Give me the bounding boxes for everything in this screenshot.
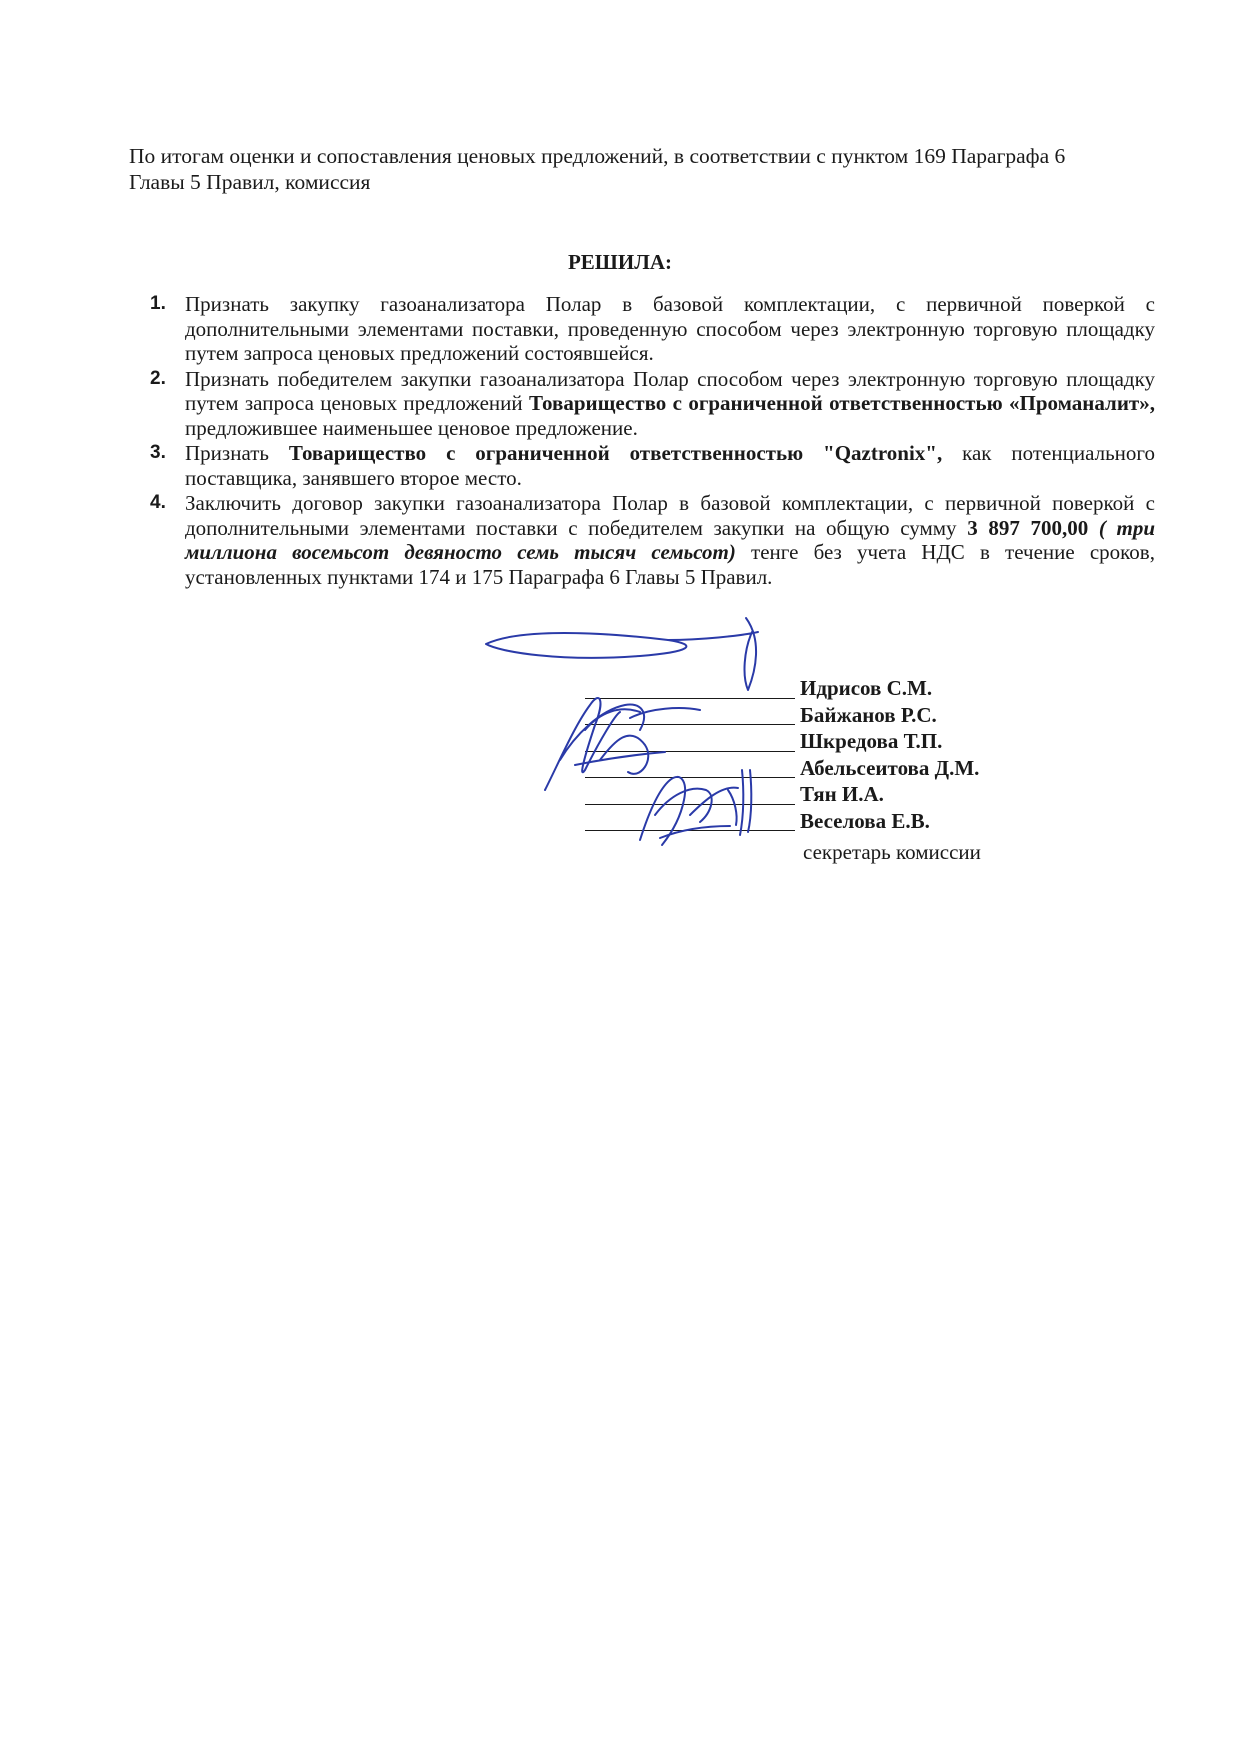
decision-text: как потенциального поставщика, занявшего второе место.: [185, 441, 1155, 490]
decisions-list: [150, 292, 1155, 590]
decision-item: [150, 491, 1155, 589]
decision-text: Признать закупку газоанализатора Полар в базовой комплектации, с первичной поверкой с дополнительными элементами поставки, проведенную способом через электронную торговую площадку путем запроса ценовых предложений состоявшейся.: [185, 292, 1155, 365]
signer-name: Идрисов С.М.: [800, 676, 933, 700]
secretary-note: секретарь комиссии: [803, 840, 981, 864]
contract-amount-words: ( три миллиона восемьсот девяносто семь тысяч семьсот): [185, 515, 1155, 564]
signature-line: [585, 830, 795, 831]
signers-block: [585, 676, 1045, 835]
signer-row: [585, 703, 1045, 730]
decision-text: Признать: [185, 441, 289, 465]
signature-stroke: [486, 633, 686, 658]
decision-text: Признать победителем закупки газоанализатора Полар способом через электронную торговую площадку путем запроса ценовых предложений: [185, 366, 1155, 415]
signer-name: Абельсеитова Д.М.: [800, 755, 980, 780]
decided-heading: РЕШИЛА:: [567, 250, 673, 274]
decision-item: [150, 367, 1155, 441]
intro-line-1: По итогам оценки и сопоставления ценовых предложений, в соответствии с пунктом 169 Параграфа 6: [129, 144, 1066, 168]
signature-line: [585, 698, 795, 699]
signature-line: [585, 777, 795, 778]
signature-line: [585, 751, 795, 752]
signer-name: Веселова Е.В.: [800, 808, 930, 833]
signature-line: [585, 724, 795, 725]
decision-text: Заключить договор закупки газоанализатора Полар в базовой комплектации, с первичной поверкой с дополнительными элементами поставки с победителем закупки на общую сумму: [185, 491, 1155, 540]
decision-number: 3.: [150, 442, 166, 463]
intro-line-2: Главы 5 Правил, комиссия: [129, 170, 371, 194]
decision-number: 4.: [150, 492, 166, 513]
signer-row: [585, 676, 1045, 703]
signer-name: Тян И.А.: [800, 782, 884, 806]
signer-name: Байжанов Р.С.: [800, 702, 937, 727]
decision-text: тенге без учета НДС в течение сроков, установленных пунктами 174 и 175 Параграфа 6 Главы 5 Правил.: [185, 540, 1155, 589]
decision-number: 2.: [150, 367, 166, 389]
decision-item: [150, 441, 1155, 490]
second-place-name: Товарищество с ограниченной ответственностью "Qaztronix",: [288, 441, 943, 465]
signature-line: [585, 804, 795, 805]
signer-row: [585, 756, 1045, 783]
decision-item: [150, 292, 1155, 366]
decision-number: 1.: [150, 293, 166, 314]
decision-text: предложившее наименьшее ценовое предложение.: [185, 415, 638, 440]
winner-name: Товарищество с ограниченной ответственностью «Проманалит»,: [528, 391, 1155, 415]
signer-row: [585, 729, 1045, 756]
signer-name: Шкредова Т.П.: [800, 729, 943, 753]
intro-paragraph: [129, 143, 1159, 195]
signer-row: [585, 782, 1045, 809]
signer-row: [585, 809, 1045, 836]
contract-amount: 3 897 700,00: [967, 515, 1089, 540]
